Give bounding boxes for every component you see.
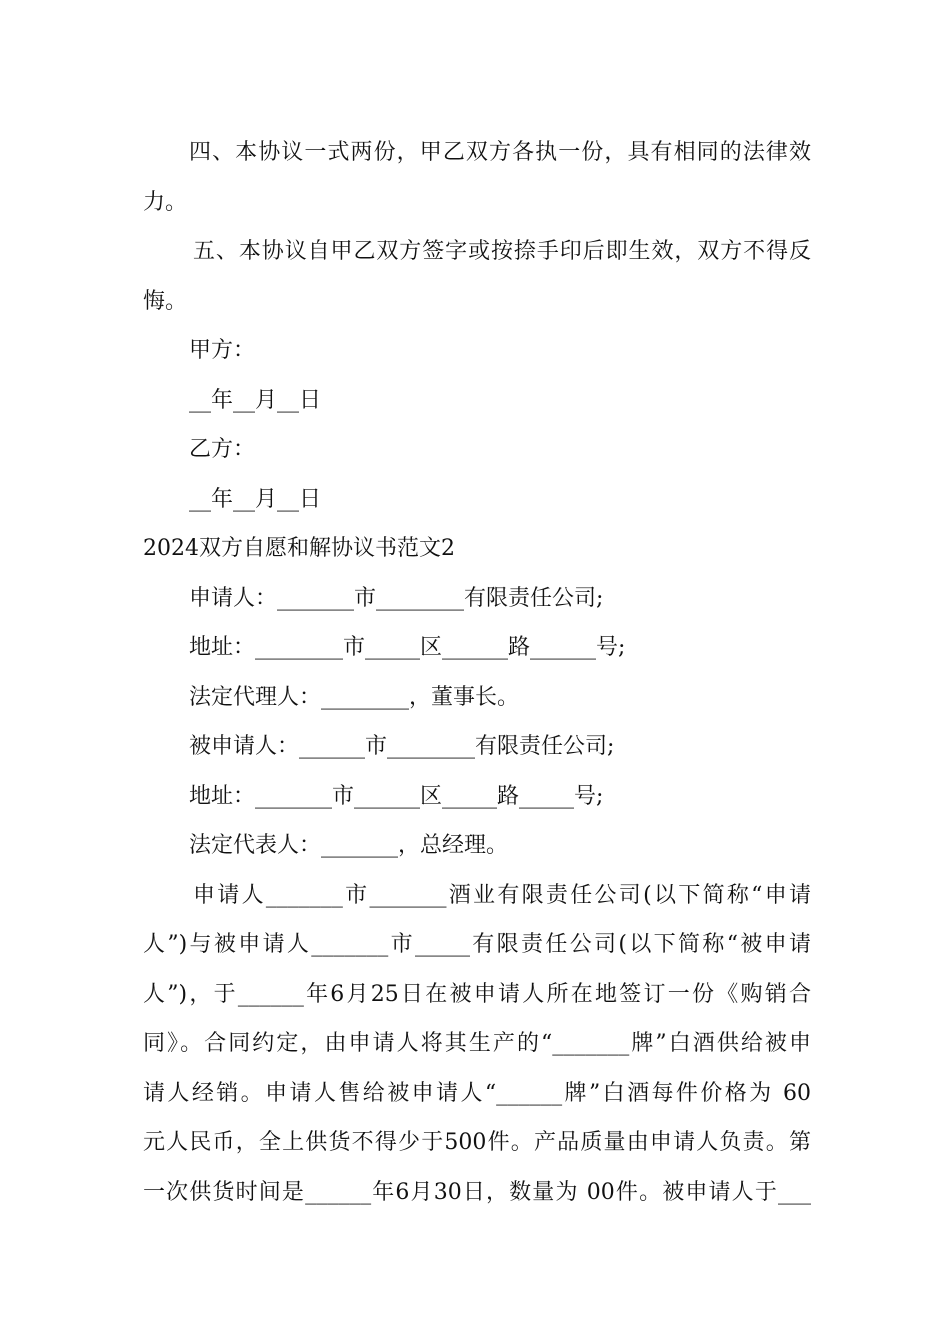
party-b-date: __年__月__日 — [189, 486, 322, 512]
body-paragraph-line-7: 一次供货时间是______年6月30日，数量为 00件。被申请人于___ — [143, 1179, 811, 1205]
section-heading: 2024双方自愿和解协议书范文2 — [143, 536, 455, 561]
legal-agent-line: 法定代理人：________，董事长。 — [189, 684, 520, 710]
body-paragraph-line-6: 元人民币，全上供货不得少于500件。产品质量由申请人负责。第 — [143, 1130, 811, 1155]
clause-four-line-1: 四、本协议一式两份，甲乙双方各执一份，具有相同的法律效 — [189, 140, 811, 165]
body-paragraph-line-1: 申请人_______市_______酒业有限责任公司(以下简称“申请 — [193, 882, 811, 908]
legal-representative-line: 法定代表人：_______，总经理。 — [189, 833, 509, 858]
body-paragraph-line-3: 人”)，于______年6月25日在被申请人所在地签订一份《购销合 — [143, 981, 811, 1007]
applicant-line: 申请人：_______市________有限责任公司; — [189, 585, 604, 611]
body-paragraph-line-2: 人”)与被申请人_______市_____有限责任公司(以下简称“被申请 — [143, 932, 811, 957]
party-a-date: __年__月__日 — [189, 387, 322, 413]
applicant-address-line: 地址：________市_____区______路______号; — [189, 635, 626, 660]
clause-five-line-1: 五、本协议自甲乙双方签字或按捺手印后即生效，双方不得反 — [193, 239, 811, 264]
body-paragraph-line-4: 同》。合同约定，由申请人将其生产的“_______牌”白酒供给被申 — [143, 1031, 811, 1056]
party-b-label: 乙方： — [189, 437, 256, 462]
body-paragraph-line-5: 请人经销。申请人售给被申请人“______牌”白酒每件价格为 60 — [143, 1080, 811, 1106]
party-a-label: 甲方： — [189, 338, 256, 363]
document-body — [143, 128, 811, 1217]
respondent-address-line: 地址：_______市______区_____路_____号; — [189, 783, 604, 809]
clause-five-line-2: 悔。 — [143, 288, 188, 314]
respondent-line: 被申请人：______市________有限责任公司; — [189, 734, 615, 759]
clause-four-line-2: 力。 — [143, 189, 188, 215]
